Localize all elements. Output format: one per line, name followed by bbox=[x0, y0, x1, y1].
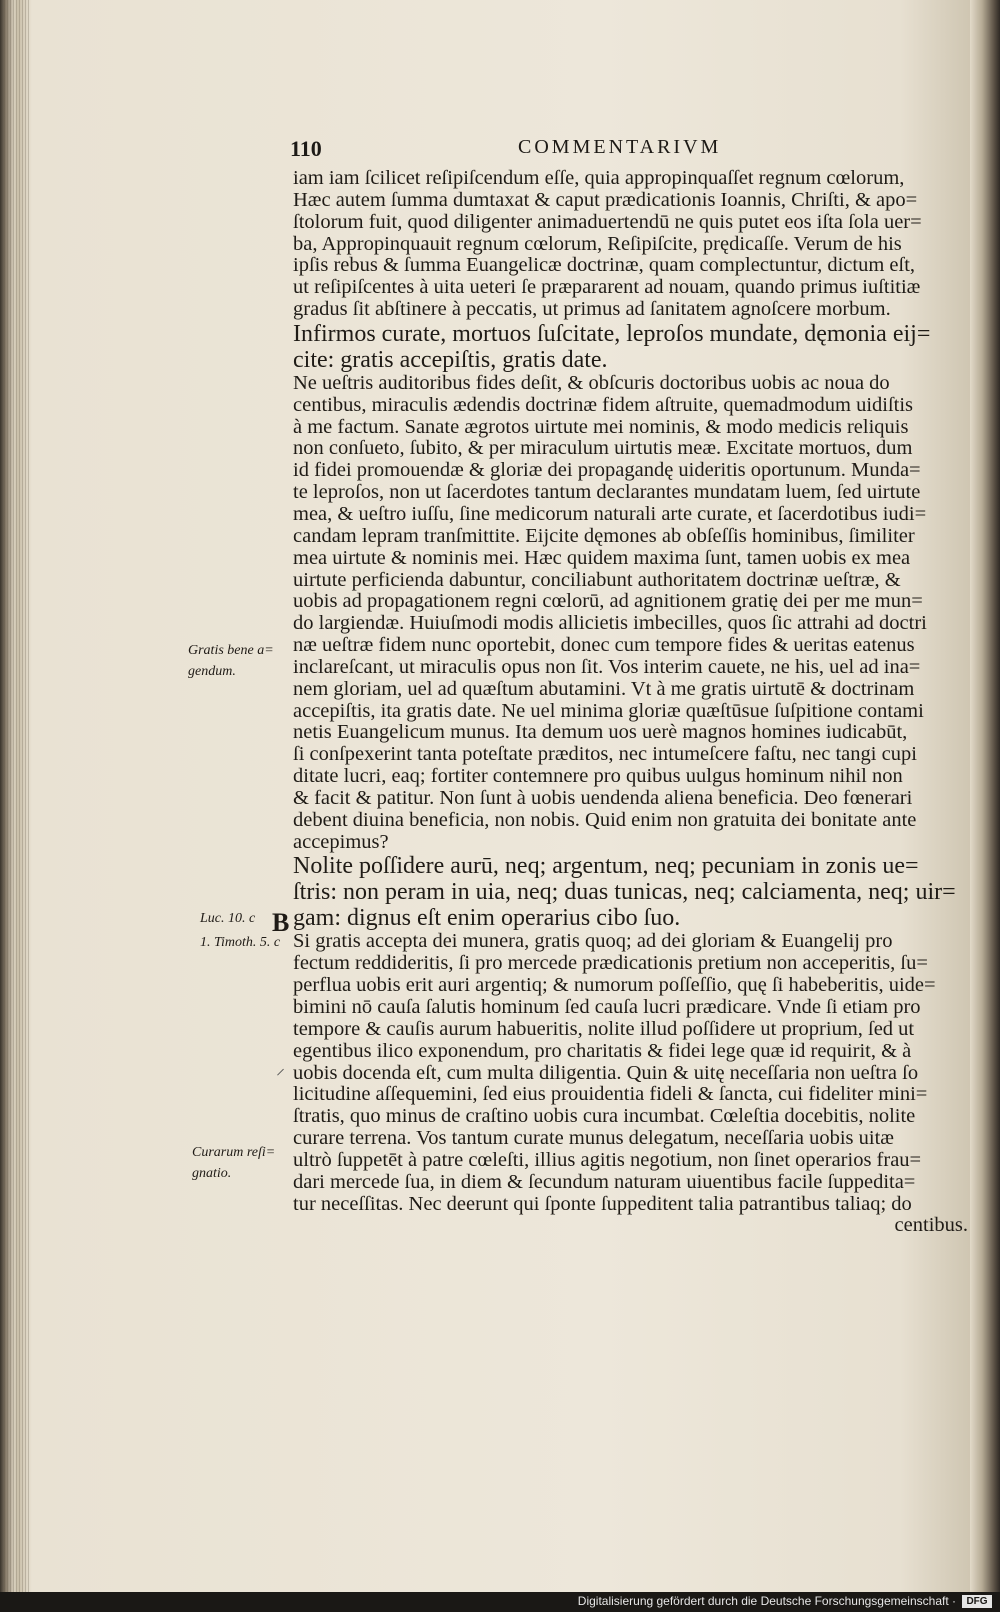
text-line: debent diuina beneficia, non nobis. Quid enim non gratuita dei bonitate ante bbox=[293, 809, 917, 831]
text-line: ſtris: non peram in uia, neq; duas tunicas, neq; calciamenta, neq; uir= bbox=[293, 879, 956, 906]
text-line: netis Euangelicum munus. Ita demum uos uerè magnos homines iudicabūt, bbox=[293, 722, 908, 744]
text-line: id fidei promouendæ & gloriæ dei propagandę uideritis oportunum. Munda= bbox=[293, 460, 921, 482]
page-number: 110 bbox=[290, 136, 322, 161]
text-line: curare terrena. Vos tantum curate munus delegatum, neceſſaria uobis uitæ bbox=[293, 1128, 894, 1150]
text-line: tempore & cauſis aurum habueritis, nolite illud poſſidere ut proprium, ſed ut bbox=[293, 1018, 915, 1040]
margin-note-line: gendum. bbox=[188, 664, 236, 679]
text-line: ultrò ſuppetēt à patre cœleſti, illius agitis negotium, non ſinet operarios frau= bbox=[293, 1149, 922, 1171]
margin-note-line: Gratis bene a= bbox=[188, 643, 274, 658]
text-line: gradus ſit abſtinere à peccatis, ut primus ad ſanitatem agnoſcere morbum. bbox=[293, 299, 891, 321]
text-line: Ne ueſtris auditoribus fides deſit, & obſcuris doctoribus uobis ac noua do bbox=[293, 372, 890, 394]
text-line: ipſis rebus & ſumma Euangelicæ doctrinæ, quam complectuntur, dictum eſt, bbox=[293, 255, 916, 277]
text-line: mea, & ueſtro iuſſu, ſine medicorum naturali arte curate, et ſacerdotibus iudi= bbox=[293, 503, 927, 525]
margin-note-luce: Luc. 10. c bbox=[200, 911, 256, 926]
page-edge-right bbox=[970, 0, 1000, 1592]
text-line: non conſueto, ſubito, & per miraculum uirtutis meæ. Excitate mortuos, dum bbox=[293, 438, 913, 460]
dfg-logo-icon: DFG bbox=[962, 1595, 992, 1608]
text-line: næ ueſtræ fidem nunc oportebit, donec cum tempore fides & ueritas eatenus bbox=[293, 635, 915, 657]
text-line: ba, Appropinquauit regnum cœlorum, Reſipiſcite, prędicaſſe. Verum de his bbox=[293, 233, 902, 255]
main-text-block bbox=[293, 168, 968, 1237]
catchword: centibus. bbox=[894, 1215, 968, 1237]
margin-note-curarum bbox=[192, 1142, 275, 1184]
page-edges-left bbox=[4, 0, 30, 1592]
margin-note-line: Curarum reſi= bbox=[192, 1145, 276, 1160]
footer-credit: Digitalisierung gefördert durch die Deutsche Forschungsgemeinschaft · bbox=[577, 1594, 956, 1608]
text-line: do largiendæ. Huiuſmodi modis allicietis imbecilles, quos ſic attrahi ad doctri bbox=[293, 613, 927, 635]
page-header bbox=[290, 136, 950, 166]
digitization-footer bbox=[0, 1592, 1000, 1612]
text-line: mea uirtute & nominis mei. Hæc quidem maxima ſunt, tamen uobis ex mea bbox=[293, 547, 911, 569]
text-line: tur neceſſitas. Nec deerunt qui ſponte ſuppeditent talia patrantibus taliaq; do bbox=[293, 1193, 912, 1215]
text-line: gam: dignus eſt enim operarius cibo ſuo. bbox=[293, 905, 681, 932]
text-line: dari mercede ſua, in diem & ſecundum naturam uiuentibus facile ſuppedita= bbox=[293, 1171, 916, 1193]
text-line: iam iam ſcilicet reſipiſcendum eſſe, quia appropinquaſſet regnum cœlorum, bbox=[293, 168, 905, 189]
text-line: Si gratis accepta dei munera, gratis quoq; ad dei gloriam & Euangelij pro bbox=[293, 931, 893, 953]
text-line: ſtolorum fuit, quod diligenter animaduertendū ne quis putet eos iſta ſola uer= bbox=[293, 211, 922, 233]
text-line: cite: gratis accepiſtis, gratis date. bbox=[293, 346, 608, 373]
text-line: & facit & patitur. Non ſunt à uobis uendenda aliena beneficia. Deo fœnerari bbox=[293, 787, 913, 809]
text-line: ditate lucri, eaq; fortiter contemnere pro quibus uulgus hominum nihil non bbox=[293, 766, 903, 788]
text-line: Hæc autem ſumma dumtaxat & caput prædicationis Ioannis, Chriſti, & apo= bbox=[293, 189, 918, 211]
text-line: fectum reddideritis, ſi pro mercede prædicationis pretium non acceperitis, ſu= bbox=[293, 953, 928, 975]
text-line: uobis ad propagationem regni cœlorū, ad agnitionem gratię dei per me mun= bbox=[293, 591, 923, 613]
section-letter: B bbox=[272, 908, 290, 937]
text-line: centibus, miraculis ædendis doctrinæ fidem aſtruite, quemadmodum uidiſtis bbox=[293, 394, 914, 416]
text-line: te leproſos, non ut ſacerdotes tantum declarantes mundatam luem, ſed uirtute bbox=[293, 482, 921, 504]
margin-note-gratis bbox=[188, 640, 274, 682]
text-line: licitudine aſſequemini, ſed eius prouidentia fideli & ſancta, cui fideliter mini= bbox=[293, 1084, 928, 1106]
text-line: ut reſipiſcentes à uita ueteri ſe præpararent ad nouam, quando primus iuſtitiæ bbox=[293, 277, 921, 299]
pen-mark-icon: ⸝ bbox=[276, 1058, 285, 1078]
text-line: Infirmos curate, mortuos ſuſcitate, leproſos mundate, dęmonia eij= bbox=[293, 320, 931, 347]
text-line: accepimus? bbox=[293, 831, 389, 853]
text-line: Nolite poſſidere aurū, neq; argentum, neq; pecuniam in zonis ue= bbox=[293, 853, 919, 880]
running-head: COMMENTARIVM bbox=[518, 136, 722, 158]
text-line: uobis docenda eſt, cum multa diligentia. Quin & uitę neceſſaria non ueſtra ſo bbox=[293, 1062, 919, 1084]
text-line: accepiſtis, ita gratis date. Ne uel minima gloriæ quæſtūsue ſuſpitione contami bbox=[293, 700, 924, 722]
text-line: uirtute perficienda dabuntur, conciliabunt authoritatem doctrinæ ueſtræ, & bbox=[293, 569, 901, 591]
text-line: ſtratis, quo minus de craſtino uobis cura incumbat. Cœleſtia docebitis, nolite bbox=[293, 1106, 916, 1128]
text-line: nem gloriam, uel ad quæſtum abutamini. Vt à me gratis uirtutē & doctrinam bbox=[293, 678, 915, 700]
text-line: bimini nō cauſa ſalutis hominum ſed cauſa lucri prædicare. Vnde ſi etiam pro bbox=[293, 997, 921, 1018]
text-line: candam lepram tranſmittite. Eijcite dęmones ab obſeſſis hominibus, ſimiliter bbox=[293, 525, 915, 547]
margin-note-timoth: 1. Timoth. 5. c bbox=[200, 935, 281, 950]
margin-note-line: gnatio. bbox=[192, 1166, 232, 1181]
text-line: inclareſcant, ut miraculis opus non ſit. Vos interim cauete, ne his, uel ad ina= bbox=[293, 656, 921, 678]
text-line: ſi conſpexerint tanta poteſtate præditos, nec intumeſcere faſtu, nec tangi cupi bbox=[293, 744, 917, 766]
text-line: à me factum. Sanate ægrotos uirtute mei nominis, & modo medicis reliquis bbox=[293, 416, 909, 438]
text-line: egentibus ilico exponendum, pro charitatis & fidei lege quæ id requirit, & à bbox=[293, 1040, 912, 1062]
text-line: perflua uobis erit auri argentiq; & numorum poſſeſſio, quę ſi habeberitis, uide= bbox=[293, 975, 936, 997]
